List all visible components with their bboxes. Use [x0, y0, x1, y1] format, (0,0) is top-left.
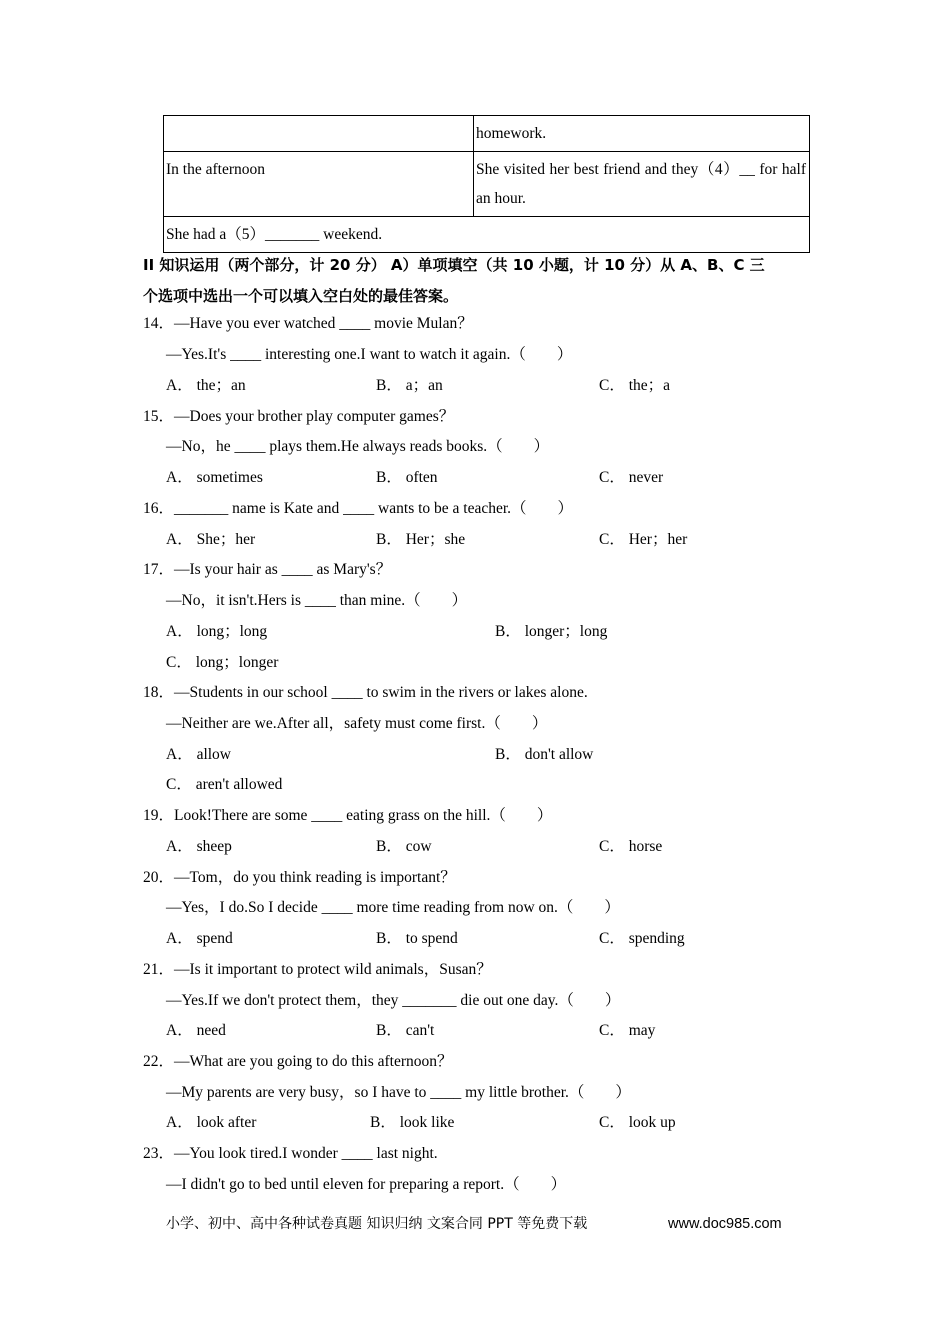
question-text: —Does your brother play computer games？ [174, 408, 455, 425]
table-cell [164, 116, 474, 152]
answer-line: —Yes.It's ____ interesting one.I want to watch it again.（ ） [166, 346, 573, 363]
option-b: B． cow [376, 838, 432, 855]
question-text: Look!There are some ____ eating grass on the hill.（ ） [174, 807, 553, 824]
option-b: B． a；an [376, 377, 443, 394]
question-number: 20． [143, 869, 175, 886]
table-row [164, 217, 810, 253]
option-c: C． long；longer [166, 654, 279, 671]
footer-text: 小学、初中、高中各种试卷真题 知识归纳 文案合同 PPT 等免费下载 [166, 1216, 588, 1232]
section-heading-line-1: II 知识运用（两个部分，计 20 分） A）单项填空（共 10 小题，计 10 分）从 A、B、C 三 [143, 256, 765, 274]
question-number: 19． [143, 807, 175, 824]
option-a: A． spend [166, 930, 233, 947]
question-text: —Students in our school ____ to swim in the rivers or lakes alone. [174, 684, 588, 701]
option-b: B． don't allow [495, 746, 594, 763]
summary-table [163, 115, 810, 253]
answer-line: —No，he ____ plays them.He always reads books.（ ） [166, 438, 550, 455]
option-a: A． She；her [166, 531, 256, 548]
table-row [164, 152, 810, 217]
option-c: C． the；a [599, 377, 671, 394]
table-cell: She had a（5）_______ weekend. [164, 217, 810, 253]
option-a: A． need [166, 1022, 226, 1039]
option-c: C． Her；her [599, 531, 688, 548]
option-a: A． allow [166, 746, 232, 763]
question-number: 23． [143, 1145, 175, 1162]
answer-line: —Neither are we.After all，safety must come first.（ ） [166, 715, 548, 732]
question-text: _______ name is Kate and ____ wants to be a teacher.（ ） [174, 500, 574, 517]
question-text: —Is it important to protect wild animals，Susan？ [174, 961, 492, 978]
question-text: —Have you ever watched ____ movie Mulan？ [174, 315, 473, 332]
answer-line: —I didn't go to bed until eleven for preparing a report.（ ） [166, 1176, 567, 1193]
table-cell: homework. [474, 116, 810, 152]
option-b: B． often [376, 469, 438, 486]
option-c: C． aren't allowed [166, 776, 283, 793]
option-b: B． Her；she [376, 531, 466, 548]
option-b: B． to spend [376, 930, 458, 947]
table-row [164, 116, 810, 152]
answer-line: —No，it isn't.Hers is ____ than mine.（ ） [166, 592, 468, 609]
question-number: 14． [143, 315, 175, 332]
option-c: C． may [599, 1022, 656, 1039]
option-b: B． longer；long [495, 623, 608, 640]
question-number: 18． [143, 684, 175, 701]
option-a: A． long；long [166, 623, 268, 640]
option-b: B． look like [370, 1114, 455, 1131]
option-a: A． sheep [166, 838, 232, 855]
question-text: —You look tired.I wonder ____ last night. [174, 1145, 438, 1162]
question-number: 16． [143, 500, 175, 517]
option-c: C． never [599, 469, 664, 486]
answer-line: —Yes，I do.So I decide ____ more time reading from now on.（ ） [166, 899, 620, 916]
option-c: C． horse [599, 838, 663, 855]
option-c: C． look up [599, 1114, 676, 1131]
answer-line: —Yes.If we don't protect them，they _______ die out one day.（ ） [166, 992, 621, 1009]
question-number: 22． [143, 1053, 175, 1070]
table-cell: She visited her best friend and they（4）__ for half an hour. [474, 152, 810, 217]
option-a: A． the；an [166, 377, 246, 394]
table-cell: In the afternoon [164, 152, 474, 217]
question-text: —Is your hair as ____ as Mary's？ [174, 561, 392, 578]
question-text: —What are you going to do this afternoon？ [174, 1053, 453, 1070]
option-a: A． sometimes [166, 469, 263, 486]
question-number: 21． [143, 961, 175, 978]
question-number: 15． [143, 408, 175, 425]
question-text: —Tom，do you think reading is important？ [174, 869, 456, 886]
footer-url-link[interactable]: www.doc985.com [668, 1216, 782, 1232]
option-a: A． look after [166, 1114, 257, 1131]
answer-line: —My parents are very busy，so I have to ____ my little brother.（ ） [166, 1084, 631, 1101]
section-heading-line-2: 个选项中选出一个可以填入空白处的最佳答案。 [143, 287, 459, 305]
question-number: 17． [143, 561, 175, 578]
option-c: C． spending [599, 930, 685, 947]
option-b: B． can't [376, 1022, 435, 1039]
